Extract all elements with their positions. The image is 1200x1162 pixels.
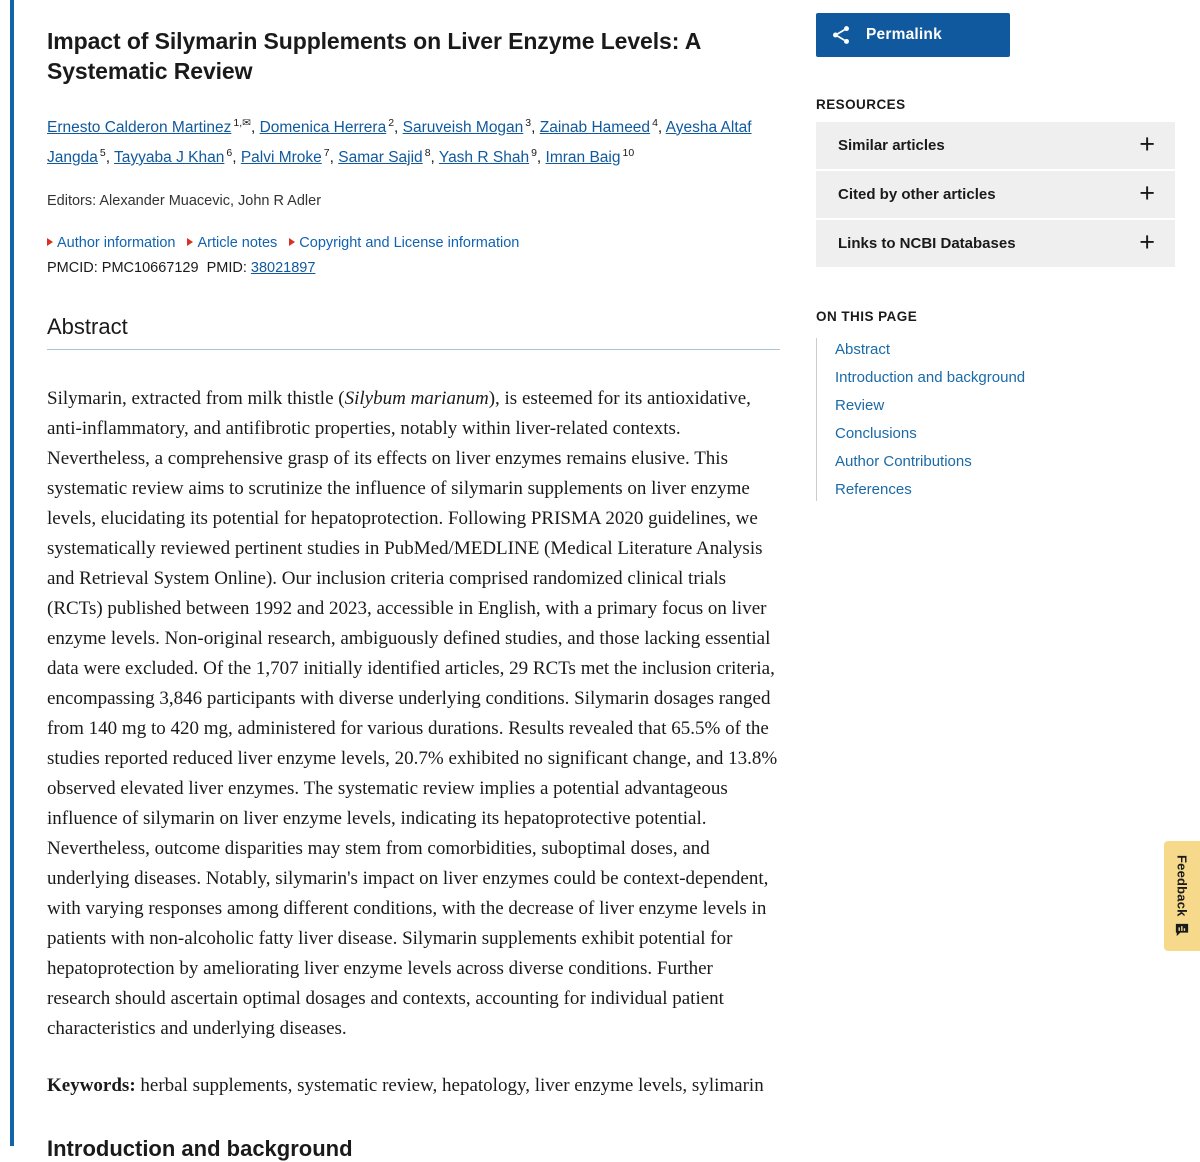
abstract-paragraph bbox=[47, 384, 780, 1044]
share-icon bbox=[830, 24, 852, 46]
author-affiliation-sup: 9 bbox=[531, 146, 537, 159]
author-link[interactable]: Samar Sajid bbox=[338, 148, 423, 166]
introduction-heading: Introduction and background bbox=[47, 1135, 353, 1161]
page-title: Impact of Silymarin Supplements on Liver Enzyme Levels: A Systematic Review bbox=[47, 28, 701, 85]
meta-link[interactable] bbox=[289, 235, 519, 251]
author-affiliation-sup: 3 bbox=[525, 116, 532, 129]
pmid-label: PMID: bbox=[206, 260, 247, 277]
pmid-link[interactable]: 38021897 bbox=[250, 260, 316, 277]
author-affiliation-sup: 10 bbox=[622, 146, 635, 159]
plus-icon[interactable]: + bbox=[1139, 177, 1155, 208]
on-this-page-link[interactable]: References bbox=[835, 481, 912, 498]
triangle-right-icon bbox=[289, 238, 295, 246]
species-name-italic: Silybum marianum bbox=[344, 388, 489, 410]
feedback-chart-icon bbox=[1175, 923, 1189, 937]
plus-icon[interactable]: + bbox=[1139, 226, 1155, 257]
meta-link-label: Author information bbox=[57, 235, 176, 252]
author-link[interactable]: Ernesto Calderon Martinez bbox=[47, 118, 232, 136]
meta-link[interactable] bbox=[187, 235, 277, 251]
plus-icon[interactable]: + bbox=[1139, 128, 1155, 159]
keywords-line bbox=[47, 1071, 780, 1100]
author-affiliation-sup: 5 bbox=[99, 146, 106, 159]
abstract-text-part-1: Silymarin, extracted from milk thistle ( bbox=[47, 388, 345, 410]
permalink-button[interactable] bbox=[816, 13, 1010, 57]
author-list: Ernesto Calderon Martinez $^{1,✉}$, Domenica Herrera $^2$, Saruveish Mogan $^3$, Zainab Hameed $^4$, Ayesha Altaf Jangda $^5$, Tayyaba J Khan $^6$, Palvi Mroke $^7$, Samar Sajid $^8$, Yash R Shah $^9$, Imran Baig $^{10}$ bbox=[47, 116, 752, 166]
meta-link-label: Copyright and License information bbox=[299, 235, 520, 252]
author-link[interactable]: Yash R Shah bbox=[438, 148, 530, 166]
keywords-value: herbal supplements, systematic review, hepatology, liver enzyme levels, sylimarin bbox=[135, 1074, 764, 1096]
article-meta-links bbox=[47, 235, 780, 251]
author-link[interactable]: Saruveish Mogan bbox=[402, 118, 524, 136]
on-this-page-link[interactable]: Introduction and background bbox=[835, 369, 1026, 386]
author-affiliation-sup: 7 bbox=[323, 146, 330, 159]
abstract-heading: Abstract bbox=[47, 314, 780, 350]
resources-accordion bbox=[816, 122, 1175, 267]
author-link[interactable]: Tayyaba J Khan bbox=[114, 148, 225, 166]
on-this-page-link[interactable]: Abstract bbox=[835, 341, 891, 358]
meta-link-label: Article notes bbox=[197, 235, 278, 252]
resource-accordion-title: Cited by other articles bbox=[838, 186, 996, 203]
pmcid-label: PMCID: bbox=[47, 260, 98, 277]
meta-link[interactable] bbox=[47, 235, 175, 251]
author-affiliation-sup: 1,✉ bbox=[233, 116, 251, 129]
on-this-page-link[interactable]: Author Contributions bbox=[835, 453, 972, 470]
permalink-label: Permalink bbox=[866, 26, 942, 43]
resource-accordion-title: Links to NCBI Databases bbox=[838, 235, 1016, 252]
author-affiliation-sup: 8 bbox=[424, 146, 431, 159]
keywords-label: Keywords: bbox=[47, 1074, 136, 1096]
on-this-page-label: ON THIS PAGE bbox=[816, 309, 918, 324]
resource-accordion-title: Similar articles bbox=[838, 137, 945, 154]
on-this-page-link[interactable]: Review bbox=[835, 397, 885, 414]
pmcid-value: PMC10667129 bbox=[101, 260, 199, 277]
author-link[interactable]: Palvi Mroke bbox=[240, 148, 322, 166]
feedback-label: Feedback bbox=[1174, 855, 1190, 917]
resource-accordion-item[interactable] bbox=[816, 171, 1175, 218]
author-affiliation-sup: 2 bbox=[388, 116, 395, 129]
on-this-page-link[interactable]: Conclusions bbox=[835, 425, 917, 442]
author-affiliation-sup: 6 bbox=[226, 146, 233, 159]
sidebar bbox=[800, 0, 1200, 1146]
resources-label: RESOURCES bbox=[816, 97, 906, 112]
resource-accordion-item[interactable] bbox=[816, 220, 1175, 267]
author-link[interactable]: Ayesha Altaf Jangda bbox=[47, 118, 752, 166]
on-this-page-nav bbox=[816, 338, 1175, 501]
article-identifiers bbox=[47, 260, 780, 276]
author-link[interactable]: Zainab Hameed bbox=[539, 118, 651, 136]
triangle-right-icon bbox=[47, 238, 53, 246]
abstract-text-part-2: ), is esteemed for its antioxidative, anti-inflammatory, and antifibrotic properties, notably within liver-related contexts. Nevertheless, a comprehensive grasp of its effects on liver enzymes remains elusive. This systematic review aims to scrutinize the influence of silymarin supplements on liver enzyme levels, elucidating its potential for hepatoprotection. Following PRISMA 2020 guidelines, we systematically reviewed pertinent studies in PubMed/MEDLINE (Medical Literature Analysis and Retrieval System Online). Our inclusion criteria comprised randomized clinical trials (RCTs) published between 1992 and 2023, accessible in English, with a primary focus on liver enzyme levels. Non-original research, ambiguously defined studies, and those lacking essential data were excluded. Of the 1,707 initially identified articles, 29 RCTs met the inclusion criteria, encompassing 3,846 participants with diverse underlying conditions. Silymarin dosages ranged from 140 mg to 420 mg, administered for various durations. Results revealed that 65.5% of the studies reported reduced liver enzyme levels, 20.7% exhibited no significant change, and 13.8% observed elevated liver enzymes. The systematic review implies a potential advantageous influence of silymarin on liver enzyme levels, indicating its hepatoprotective potential. Nevertheless, outcome disparities may stem from comorbidities, suboptimal doses, and underlying diseases. Notably, silymarin's impact on liver enzymes could be context-dependent, with varying responses among different conditions, with the decrease of liver enzyme levels in patients with non-alcoholic fatty liver disease. Silymarin supplements exhibit potential for hepatoprotection by ameliorating liver enzyme levels across diverse conditions. Further research should ascertain optimal dosages and contexts, accounting for individual patient characteristics and underlying diseases. bbox=[47, 388, 778, 1040]
resource-accordion-item[interactable] bbox=[816, 122, 1175, 169]
author-link[interactable]: Domenica Herrera bbox=[259, 118, 387, 136]
author-link[interactable]: Imran Baig bbox=[545, 148, 621, 166]
editors-line: Editors: Alexander Muacevic, John R Adler bbox=[47, 193, 322, 210]
triangle-right-icon bbox=[187, 238, 193, 246]
author-affiliation-sup: 4 bbox=[652, 116, 658, 129]
abstract-body bbox=[47, 384, 780, 1100]
feedback-tab[interactable] bbox=[1164, 841, 1200, 951]
